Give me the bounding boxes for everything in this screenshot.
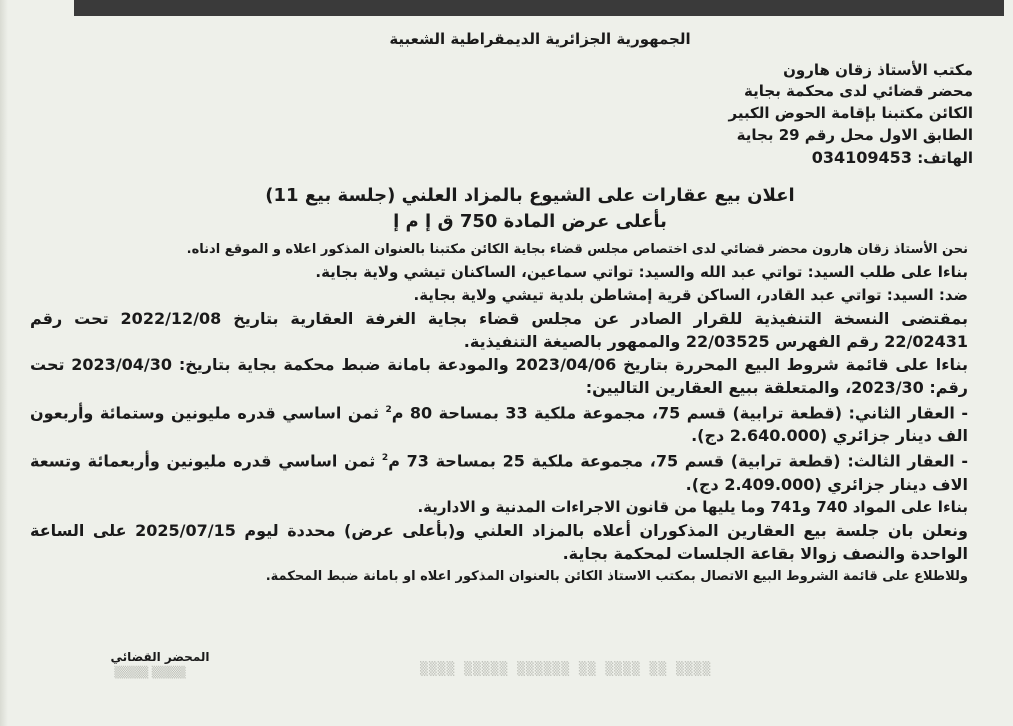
property-3-text-b: ثمن اساسي قدره مليونين وأربعمائة وتسعة الاف دينار جزائري (2.409.000 دج). xyxy=(30,451,968,494)
faint-bleed-through: ▒▒▒▒ ▒▒ ▒▒▒▒ ▒▒ ▒▒▒▒▒▒ ▒▒▒▒▒ ▒▒▒▒ xyxy=(420,662,712,677)
articles-paragraph: بناءا على المواد 740 و741 وما يليها من قانون الاجراءات المدنية و الادارية. xyxy=(417,497,968,516)
property-2-text-a: - العقار الثاني: (قطعة ترابية) قسم 75، مجموعة ملكية 33 بمساحة 80 م xyxy=(391,403,969,423)
office-address: الكائن مكتبنا بإقامة الحوض الكبير xyxy=(728,104,973,122)
property-2-paragraph xyxy=(30,399,968,447)
request-paragraph: بناءا على طلب السيد: تواتي عبد الله والسيد: تواتي سماعين، الساكنان تيشي ولاية بجاية. xyxy=(315,263,968,281)
scan-top-border xyxy=(74,0,1004,16)
office-floor: الطابق الاول محل رقم 29 بجاية xyxy=(736,126,973,144)
inquiry-paragraph: وللاطلاع على قائمة الشروط البيع الاتصال بمكتب الاستاذ الكائن بالعنوان المذكور اعلاه او بامانة ضبط المحكمة. xyxy=(265,568,968,584)
phone-label: الهاتف: xyxy=(917,149,973,167)
office-role: محضر قضائي لدى محكمة بجاية xyxy=(744,82,973,100)
decision-paragraph: بمقتضى النسخة التنفيذية للقرار الصادر عن مجلس قضاء بجاية الغرفة العقارية بتاريخ 2022/12/08 تحت رقم 22/02431 رقم الفهرس 22/03525 والممهور بالصيغة التنفيذية. xyxy=(30,309,968,351)
phone-number: 034109453 xyxy=(811,148,912,167)
scan-left-edge xyxy=(0,0,8,726)
title-line-2: بأعلى عرض المادة 750 ق إ م إ xyxy=(393,211,667,232)
announcement-body xyxy=(30,238,968,588)
intro-paragraph: نحن الأستاذ زقان هارون محضر قضائي لدى اختصاص مجلس قضاء بجاية الكائن مكتبنا بالعنوان المذكور اعلاه و الموقع ادناه. xyxy=(186,242,968,257)
property-3-text-a: - العقار الثالث: (قطعة ترابية) قسم 75، مجموعة ملكية 25 بمساحة 73 م xyxy=(388,451,969,471)
office-name: مكتب الأستاذ زقان هارون xyxy=(783,61,973,79)
property-2-unit-sup: 2 xyxy=(385,405,392,415)
against-paragraph: ضد: السيد: تواتي عبد القادر، الساكن قرية إمشاطن بلدية تيشي ولاية بجاية. xyxy=(413,286,968,304)
office-phone xyxy=(812,147,973,169)
faint-stamp-residue: ▒▒▒▒ ▒▒▒▒ xyxy=(114,666,186,679)
property-3-paragraph xyxy=(30,447,968,495)
title-line-1: اعلان بيع عقارات على الشيوع بالمزاد العلني (جلسة بيع 11) xyxy=(265,185,795,206)
property-2-text-b: ثمن اساسي قدره مليونين وستمائة وأربعون الف دينار جزائري (2.640.000 دج). xyxy=(30,403,968,446)
bailiff-signature-label: المحضر القضائي xyxy=(110,650,210,664)
republic-heading: الجمهورية الجزائرية الديمقراطية الشعبية xyxy=(389,30,691,48)
conditions-paragraph: بناءا على قائمة شروط البيع المحررة بتاريخ 2023/04/06 والمودعة بامانة ضبط محكمة بجاية بتاريخ: 2023/04/30 تحت رقم: 2023/30، والمتعلقة ببيع العقارين التاليين: xyxy=(30,355,969,397)
property-3-unit-sup: 2 xyxy=(381,453,389,464)
announcement-title xyxy=(250,183,810,235)
announce-paragraph: ونعلن بان جلسة بيع العقارين المذكوران أعلاه بالمزاد العلني و(بأعلى عرض) محددة ليوم 2025/07/15 على الساعة الواحدة والنصف زوالا بقاعة الجلسات لمحكمة بجاية. xyxy=(30,520,969,563)
